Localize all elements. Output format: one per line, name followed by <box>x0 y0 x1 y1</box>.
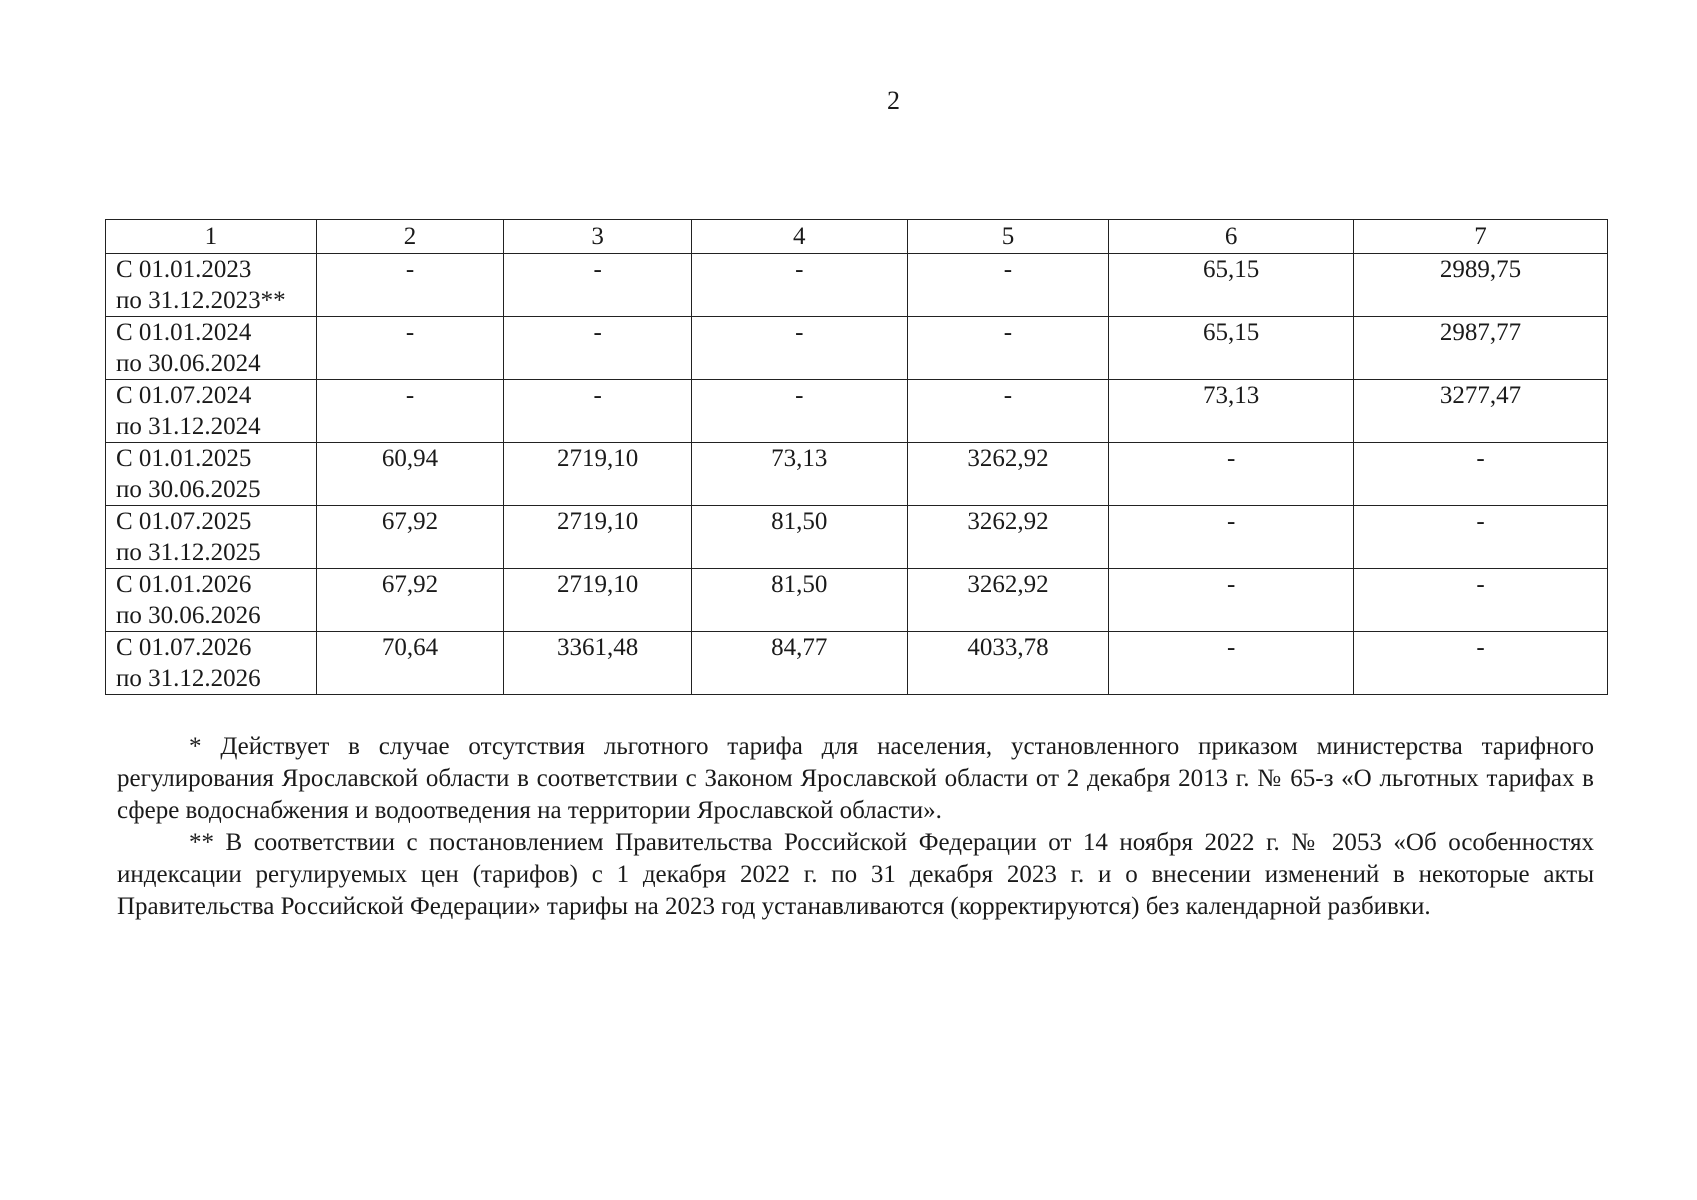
period-start: С 01.07.2025 <box>116 508 252 535</box>
period-cell <box>106 254 317 317</box>
cell-col-4: 73,13 <box>691 443 907 506</box>
period-end: по 31.12.2025 <box>116 539 261 566</box>
footnote-2: ** В соответствии с постановлением Правительства Российской Федерации от 14 ноября 2022 г. № 2053 «Об особенностях индексации регулируемых цен (тарифов) с 1 декабря 2022 г. по 31 декабря 2023 г. и о внесении изменений в некоторые акты Правительства Российской Федерации» тарифы на 2023 год устанавливаются (корректируются) без календарной разбивки. <box>117 829 1594 920</box>
cell-col-7: - <box>1354 632 1608 695</box>
period-cell <box>106 569 317 632</box>
period-start: С 01.01.2024 <box>116 319 252 346</box>
column-header-1: 1 <box>106 220 317 254</box>
column-header-4: 4 <box>691 220 907 254</box>
period-cell <box>106 632 317 695</box>
cell-col-5: 3262,92 <box>907 506 1109 569</box>
cell-col-5: 3262,92 <box>907 443 1109 506</box>
cell-col-7: 3277,47 <box>1354 380 1608 443</box>
period-start: С 01.01.2023 <box>116 256 252 283</box>
period-cell <box>106 317 317 380</box>
column-header-2: 2 <box>316 220 504 254</box>
period-cell <box>106 506 317 569</box>
period-start: С 01.07.2024 <box>116 382 252 409</box>
footnote-1: * Действует в случае отсутствия льготного тарифа для населения, установленного приказом министерства тарифного регулирования Ярославской области в соответствии с Законом Ярославской области от 2 декабря 2013 г. № 65-з «О льготных тарифах в сфере водоснабжения и водоотведения на территории Ярославской области». <box>117 733 1594 824</box>
cell-col-7: 2989,75 <box>1354 254 1608 317</box>
cell-col-2: - <box>316 380 504 443</box>
table-row <box>106 380 1608 443</box>
column-header-7: 7 <box>1354 220 1608 254</box>
column-header-5: 5 <box>907 220 1109 254</box>
period-end: по 31.12.2024 <box>116 413 261 440</box>
cell-col-3: 2719,10 <box>504 569 692 632</box>
cell-col-6: 65,15 <box>1109 317 1354 380</box>
cell-col-3: - <box>504 254 692 317</box>
period-end: по 30.06.2025 <box>116 476 261 503</box>
table-row <box>106 569 1608 632</box>
period-cell <box>106 380 317 443</box>
cell-col-2: 67,92 <box>316 569 504 632</box>
cell-col-5: - <box>907 380 1109 443</box>
tariff-table <box>105 219 1608 695</box>
cell-col-4: - <box>691 317 907 380</box>
footnotes <box>117 731 1594 923</box>
cell-col-3: 2719,10 <box>504 506 692 569</box>
cell-col-6: 65,15 <box>1109 254 1354 317</box>
cell-col-2: - <box>316 254 504 317</box>
cell-col-4: 81,50 <box>691 506 907 569</box>
cell-col-2: 67,92 <box>316 506 504 569</box>
cell-col-4: - <box>691 254 907 317</box>
table-row <box>106 254 1608 317</box>
cell-col-3: - <box>504 317 692 380</box>
period-end: по 30.06.2024 <box>116 350 261 377</box>
table-header-row <box>106 220 1608 254</box>
period-start: С 01.01.2026 <box>116 571 252 598</box>
cell-col-5: 4033,78 <box>907 632 1109 695</box>
period-end: по 30.06.2026 <box>116 602 261 629</box>
page-number: 2 <box>887 86 900 115</box>
cell-col-2: 70,64 <box>316 632 504 695</box>
period-cell <box>106 443 317 506</box>
cell-col-4: 84,77 <box>691 632 907 695</box>
cell-col-6: 73,13 <box>1109 380 1354 443</box>
cell-col-5: - <box>907 254 1109 317</box>
cell-col-6: - <box>1109 569 1354 632</box>
cell-col-4: 81,50 <box>691 569 907 632</box>
cell-col-7: 2987,77 <box>1354 317 1608 380</box>
period-end: по 31.12.2026 <box>116 665 261 692</box>
table-row <box>106 506 1608 569</box>
period-end: по 31.12.2023** <box>116 287 286 314</box>
cell-col-3: 2719,10 <box>504 443 692 506</box>
table-row <box>106 443 1608 506</box>
table-row <box>106 317 1608 380</box>
period-start: С 01.07.2026 <box>116 634 252 661</box>
cell-col-5: 3262,92 <box>907 569 1109 632</box>
cell-col-4: - <box>691 380 907 443</box>
column-header-6: 6 <box>1109 220 1354 254</box>
cell-col-7: - <box>1354 443 1608 506</box>
table-row <box>106 632 1608 695</box>
cell-col-6: - <box>1109 506 1354 569</box>
column-header-3: 3 <box>504 220 692 254</box>
cell-col-3: - <box>504 380 692 443</box>
cell-col-6: - <box>1109 632 1354 695</box>
cell-col-7: - <box>1354 506 1608 569</box>
cell-col-3: 3361,48 <box>504 632 692 695</box>
cell-col-7: - <box>1354 569 1608 632</box>
period-start: С 01.01.2025 <box>116 445 252 472</box>
cell-col-5: - <box>907 317 1109 380</box>
cell-col-2: - <box>316 317 504 380</box>
cell-col-6: - <box>1109 443 1354 506</box>
cell-col-2: 60,94 <box>316 443 504 506</box>
